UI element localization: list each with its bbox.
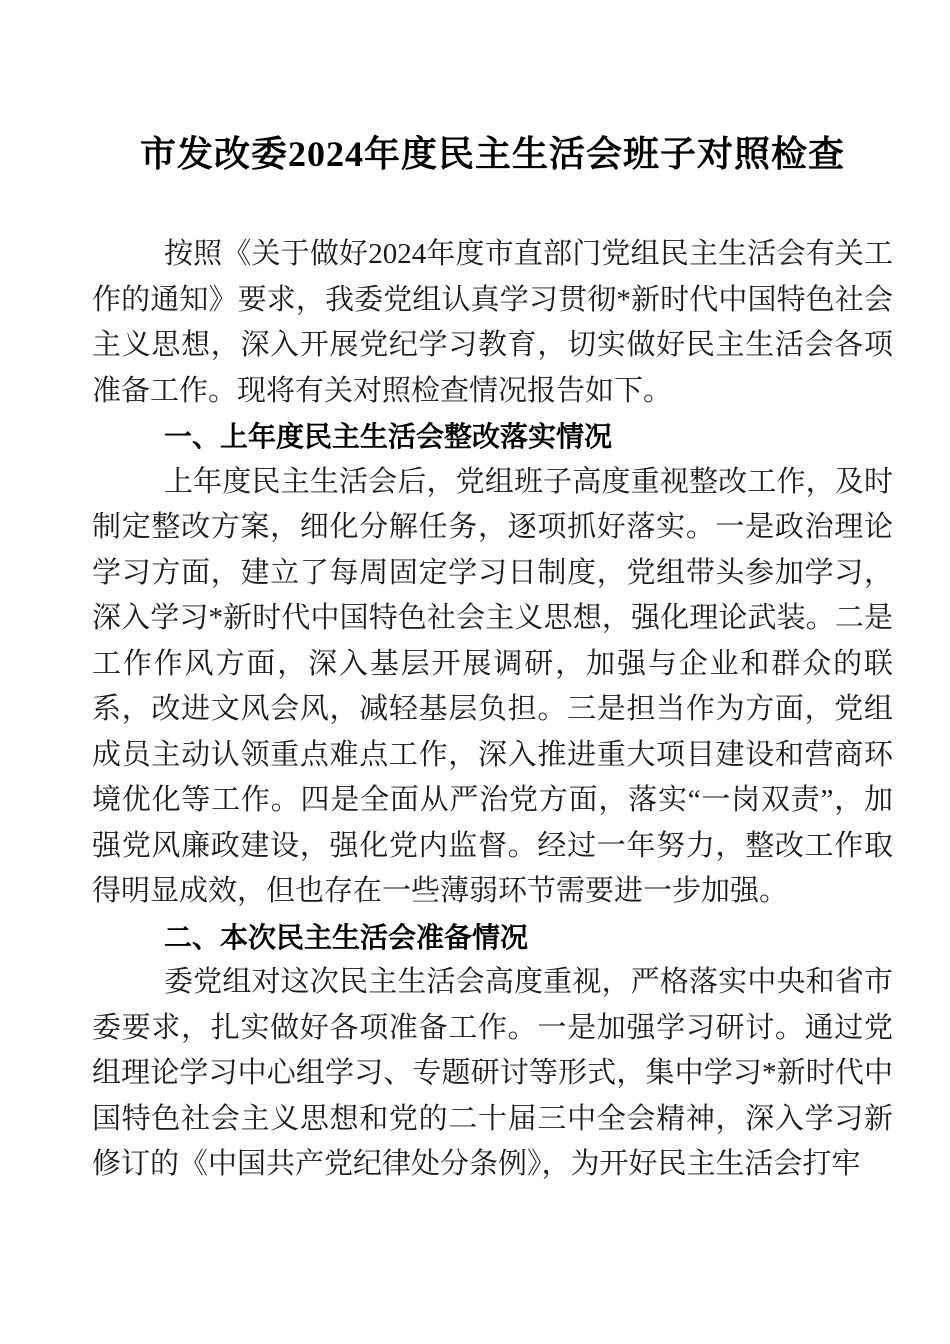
opening-paragraph: 按照《关于做好2024年度市直部门党组民主生活会有关工作的通知》要求，我委党组认真学习贯彻*新时代中国特色社会主义思想，深入开展党纪学习教育，切实做好民主生活会各项准备工作。现将有关对照检查情况报告如下。 [92, 238, 893, 407]
section-2-heading: 二、本次民主生活会准备情况 [164, 921, 529, 953]
document-title: 市发改委2024年度民主生活会班子对照检查 [139, 134, 845, 174]
section-1-heading: 一、上年度民主生活会整改落实情况 [164, 421, 613, 452]
section-1-paragraph: 上年度民主生活会后，党组班子高度重视整改工作，及时制定整改方案，细化分解任务，逐项抓好落实。一是政治理论学习方面，建立了每周固定学习日制度，党组带头参加学习，深入学习*新时代中国特色社会主义思想，强化理论武装。二是工作作风方面，深入基层开展调研，加强与企业和群众的联系，改进文风会风，减轻基层负担。三是担当作为方面，党组成员主动认领重点难点工作，深入推进重大项目建设和营商环境优化等工作。四是全面从严治党方面，落实“一岗双责”，加强党风廉政建设，强化党内监督。经过一年努力，整改工作取得明显成效，但也存在一些薄弱环节需要进一步加强。 [92, 465, 893, 907]
section-2-paragraph: 委党组对这次民主生活会高度重视，严格落实中央和省市委要求，扎实做好各项准备工作。一是加强学习研讨。通过党组理论学习中心组学习、专题研讨等形式，集中学习*新时代中国特色社会主义思想和党的二十届三中全会精神，深入学习新修订的《中国共产党纪律处分条例》，为开好民主生活会打牢 [92, 966, 893, 1180]
